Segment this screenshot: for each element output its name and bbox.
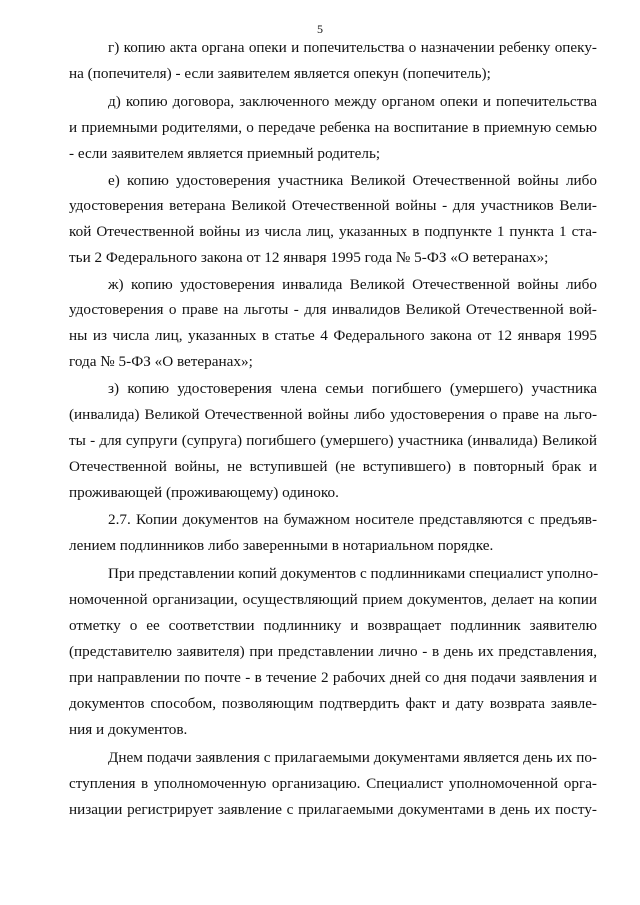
text-line: проживающей (проживающему) одиноко. xyxy=(69,484,339,501)
text-line: Отечественной войны, не вступившей (не вступившего) в повторный брак и xyxy=(69,458,597,475)
text-line: на (попечителя) - если заявителем является опекун (попечитель); xyxy=(69,65,491,82)
text-line: лением подлинников либо заверенными в нотариальном порядке. xyxy=(69,537,494,554)
text-line: ступления в уполномоченную организацию. Специалист уполномоченной орга- xyxy=(69,775,597,792)
text-line: низации регистрирует заявление с прилагаемыми документами в день их посту- xyxy=(69,801,597,818)
text-line: года № 5-ФЗ «О ветеранах»; xyxy=(69,353,253,370)
text-line: з) копию удостоверения члена семьи погибшего (умершего) участника xyxy=(108,380,597,397)
text-line: кой Отечественной войны из числа лиц, указанных в подпункте 1 пункта 1 ста- xyxy=(69,223,597,240)
text-line: е) копию удостоверения участника Великой Отечественной войны либо xyxy=(108,172,597,189)
text-line: при направлении по почте - в течение 2 рабочих дней со дня подачи заявления и xyxy=(69,669,597,686)
text-line: д) копию договора, заключенного между органом опеки и попечительства xyxy=(108,93,597,110)
text-line: ния и документов. xyxy=(69,721,188,738)
text-line: и приемными родителями, о передаче ребенка на воспитание в приемную семью xyxy=(69,119,597,136)
text-line: отметку о ее соответствии подлиннику и возвращает подлинник заявителю xyxy=(69,617,597,634)
text-line: При представлении копий документов с подлинниками специалист уполно- xyxy=(108,565,599,582)
text-line: удостоверения о праве на льготы - для инвалидов Великой Отечественной вой- xyxy=(69,301,597,318)
text-line: 2.7. Копии документов на бумажном носителе представляются с предъяв- xyxy=(108,511,597,528)
text-line: г) копию акта органа опеки и попечительства о назначении ребенку опеку- xyxy=(108,39,597,56)
text-line: ж) копию удостоверения инвалида Великой Отечественной войны либо xyxy=(108,276,597,293)
text-line: документов способом, позволяющим подтвердить факт и дату возврата заявле- xyxy=(69,695,597,712)
text-line: тьи 2 Федерального закона от 12 января 1995 года № 5-ФЗ «О ветеранах»; xyxy=(69,249,549,266)
text-line: (инвалида) Великой Отечественной войны либо удостоверения о праве на льго- xyxy=(69,406,597,423)
text-line: - если заявителем является приемный родитель; xyxy=(69,145,381,162)
text-line: удостоверения ветерана Великой Отечественной войны - для участников Вели- xyxy=(69,197,597,214)
text-line: ты - для супруги (супруга) погибшего (умершего) участника (инвалида) Великой xyxy=(69,432,597,449)
text-line: ны из числа лиц, указанных в статье 4 Федерального закона от 12 января 1995 xyxy=(69,327,597,344)
text-line: номоченной организации, осуществляющий прием документов, делает на копии xyxy=(69,591,597,608)
page-number: 5 xyxy=(317,22,323,36)
text-line: (представителю заявителя) при представлении лично - в день их представления, xyxy=(69,643,597,660)
text-line: Днем подачи заявления с прилагаемыми документами является день их по- xyxy=(108,749,597,766)
